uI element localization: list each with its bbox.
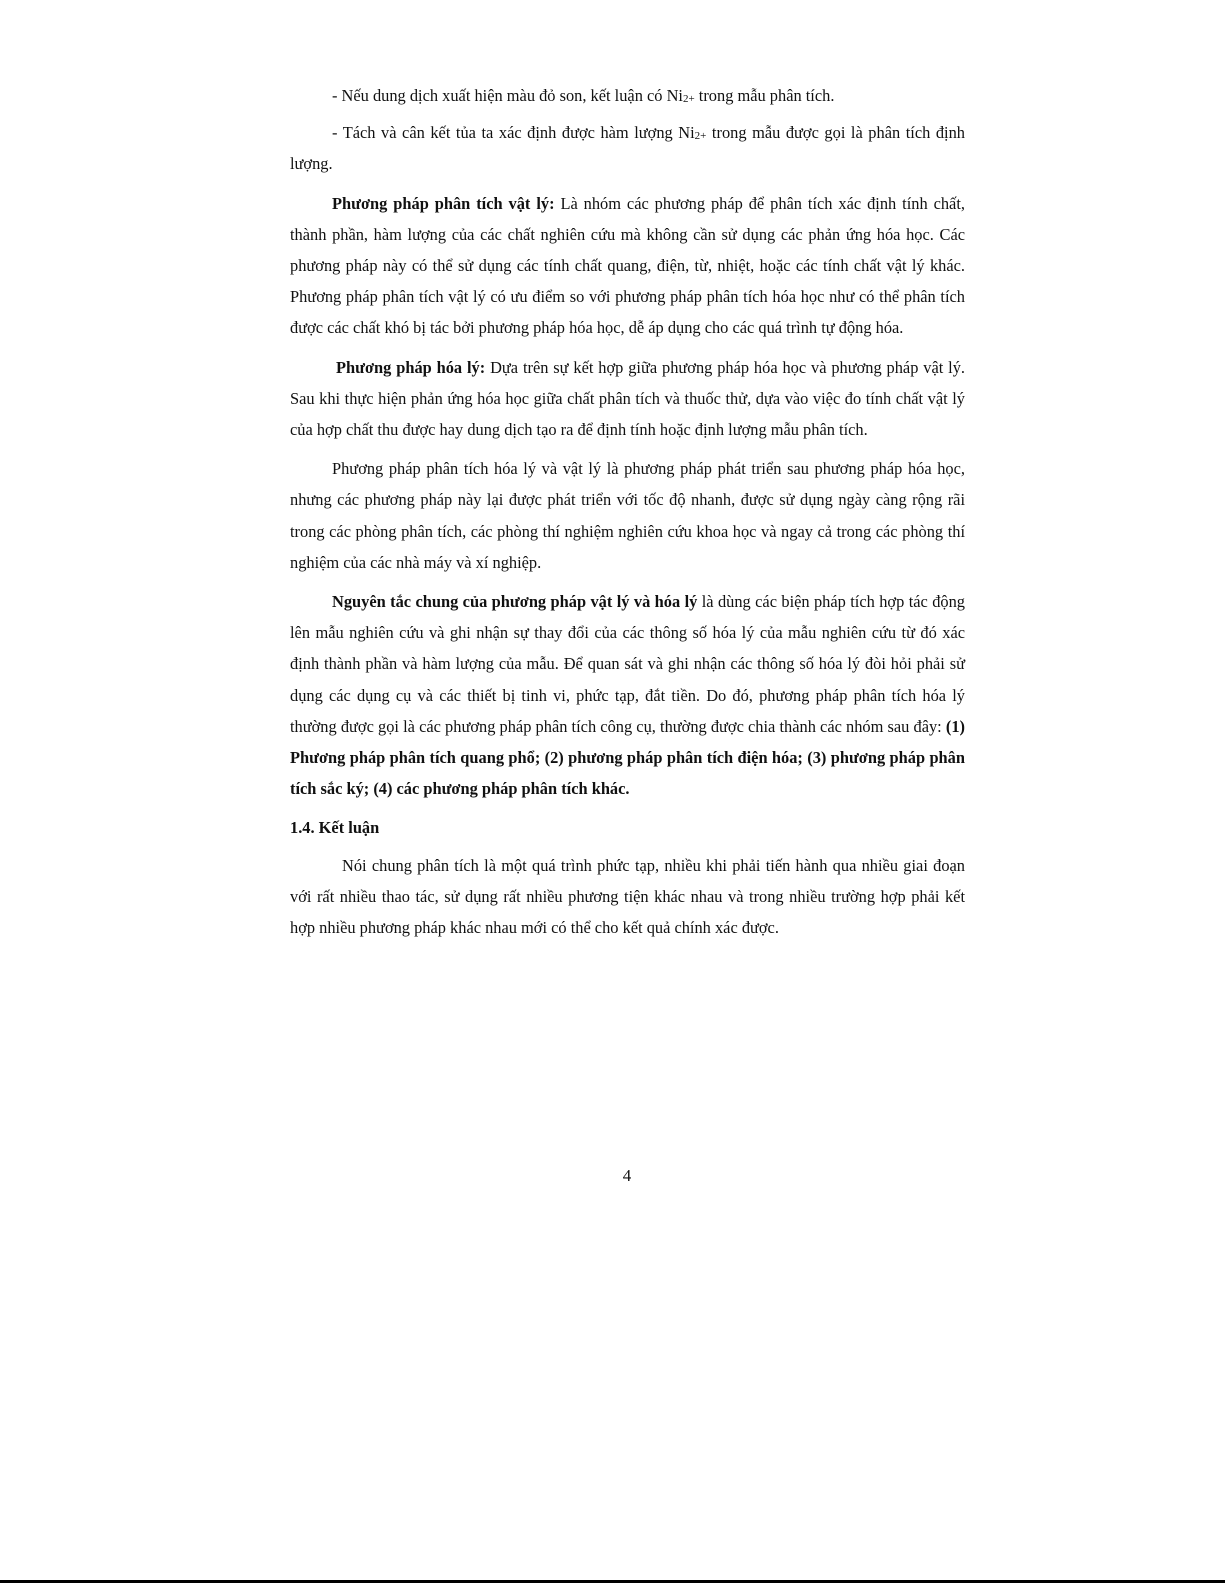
term-physical-methods: Phương pháp phân tích vật lý: bbox=[332, 193, 555, 213]
paragraph-text: - Tách và cân kết tủa ta xác định được hàm lượng Ni bbox=[332, 123, 695, 143]
ion-charge: 2+ bbox=[694, 130, 707, 143]
paragraph-text: Là nhóm các phương pháp để phân tích xác định tính chất, thành phần, hàm lượng của các chất nghiên cứu mà không cần sử dụng các phản ứng hóa học. Các phương pháp này có thể sử dụng các tính chất quang, điện, từ, nhiệt, hoặc các tính chất vật lý khác. Phương pháp phân tích vật lý có ưu điểm so với phương pháp phân tích hóa học như có thể phân tích được các chất khó bị tác bởi phương pháp hóa học, dễ áp dụng cho các quá trình tự động hóa. bbox=[290, 193, 965, 338]
paragraph-text: trong mẫu được gọi là phân tích định lượng. bbox=[290, 123, 965, 174]
paragraph-text: trong mẫu phân tích. bbox=[694, 86, 835, 105]
bottom-border bbox=[0, 1580, 1225, 1583]
paragraph-text: là dùng các biện pháp tích hợp tác động lên mẫu nghiên cứu và ghi nhận sự thay đổi của các thông số hóa lý của mẫu nghiên cứu từ đó xác định thành phần và hàm lượng của mẫu. Để quan sát và ghi nhận các thông số hóa lý đòi hỏi phải sử dụng các dụng cụ và các thiết bị tinh vi, phức tạp, đắt tiền. Do đó, phương pháp phân tích hóa lý thường được gọi là các phương pháp phân tích công cụ, thường được chia thành các nhóm sau đây: bbox=[290, 592, 965, 736]
term-general-principle: Nguyên tắc chung của phương pháp vật lý và hóa lý bbox=[332, 592, 698, 612]
paragraph-qualitative-ni bbox=[290, 80, 965, 111]
paragraph-text: Nói chung phân tích là một quá trình phức tạp, nhiều khi phải tiến hành qua nhiều giai đoạn với rất nhiều thao tác, sử dụng rất nhiều phương tiện khác nhau và trong nhiều trường hợp phải kết hợp nhiều phương pháp khác nhau mới có thể cho kết quả chính xác được. bbox=[290, 855, 965, 938]
method-groups-list: (1) Phương pháp phân tích quang phổ; (2) phương pháp phân tích điện hóa; (3) phương pháp phân tích sắc ký; (4) các phương pháp phân tích khác. bbox=[290, 716, 965, 799]
ion-charge: 2+ bbox=[682, 93, 695, 105]
paragraph-physicochemical-methods bbox=[290, 352, 965, 446]
paragraph-text: Phương pháp phân tích hóa lý và vật lý là phương pháp phát triển sau phương pháp hóa học, nhưng các phương pháp này lại được phát triển với tốc độ nhanh, được sử dụng ngày càng rộng rãi trong các phòng phân tích, các phòng thí nghiệm nghiên cứu khoa học và ngay cả trong các phòng thí nghiệm của các nhà máy và xí nghiệp. bbox=[290, 459, 965, 572]
paragraph-general-principle bbox=[290, 586, 965, 804]
document-body bbox=[290, 80, 965, 951]
section-heading: 1.4. Kết luận bbox=[290, 818, 380, 838]
paragraph-conclusion bbox=[290, 850, 965, 944]
paragraph-development bbox=[290, 453, 965, 578]
paragraph-text: Dựa trên sự kết hợp giữa phương pháp hóa học và phương pháp vật lý. Sau khi thực hiện phản ứng hóa học giữa chất phân tích và thuốc thử, dựa vào việc đo tính chất vật lý của hợp chất thu được hay dung dịch tạo ra để định tính hoặc định lượng mẫu phân tích. bbox=[290, 357, 965, 440]
paragraph-quantitative-ni bbox=[290, 117, 965, 179]
paragraph-text: - Nếu dung dịch xuất hiện màu đỏ son, kết luận có Ni bbox=[332, 86, 683, 105]
paragraph-physical-methods bbox=[290, 188, 965, 344]
term-physicochemical-methods: Phương pháp hóa lý: bbox=[336, 357, 486, 377]
page-number: 4 bbox=[622, 1166, 632, 1185]
